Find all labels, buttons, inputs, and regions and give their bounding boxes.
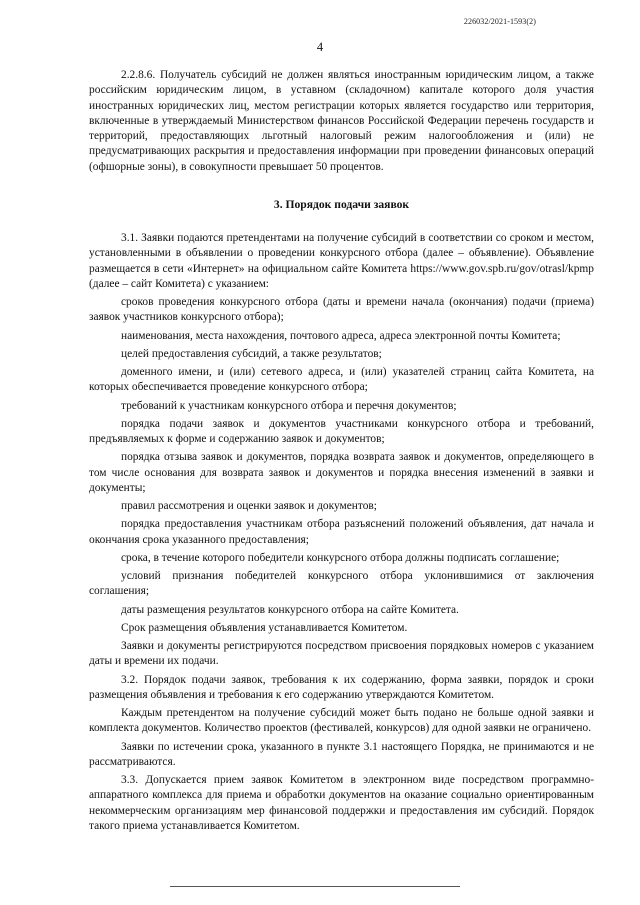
paragraph-3-2: 3.2. Порядок подачи заявок, требования к их содержанию, форма заявки, порядок и сроки размещения объявления и требования к его содержанию утверждаются Комитетом. <box>89 673 594 701</box>
paragraph-2-2-8-6: 2.2.8.6. Получатель субсидий не должен являться иностранным юридическим лицом, а также российским юридическим лицом, в уставном (складочном) капитале которого доля участия иностранных юридических лиц, местом регистрации которых является государство или территория, включенные в утверждаемый Министерством финансов Российской Федерации перечень государств и территорий, предоставляющих льготный налоговый режим налогообложения и (или) не предусматривающих раскрытия и предоставления информации при проведении финансовых операций (офшорные зоны), в совокупности превышает 50 процентов. <box>89 69 594 173</box>
list-item: целей предоставления субсидий, а также результатов; <box>121 347 382 360</box>
document-body <box>89 68 594 834</box>
paragraph-late-applications: Заявки по истечении срока, указанного в пункте 3.1 настоящего Порядка, не принимаются и не рассматриваются. <box>89 740 594 768</box>
paragraph-registration: Заявки и документы регистрируются посредством присвоения порядковых номеров с указанием даты и времени их подачи. <box>89 640 594 668</box>
paragraph-3-3: 3.3. Допускается прием заявок Комитетом в электронном виде посредством программно-аппаратного комплекса для приема и обработки документов на оказание социально ориентированным некоммерческим организациям мер финансовой поддержки и предоставления им субсидий. Порядок такого приема устанавливается Комитетом. <box>89 774 594 832</box>
section-3-heading: 3. Порядок подачи заявок <box>273 197 410 211</box>
list-item: правил рассмотрения и оценки заявок и документов; <box>121 500 377 512</box>
bottom-rule <box>170 886 460 887</box>
list-item: порядка предоставления участникам отбора разъяснений положений объявления, дат начала и окончания срока указанного предоставления; <box>89 518 594 546</box>
document-reference-number: 226032/2021-1593(2) <box>463 17 536 26</box>
list-item: доменного имени, и (или) сетевого адреса, и (или) указателей страниц сайта Комитета, на которых обеспечивается проведение конкурсного отбора; <box>89 366 594 394</box>
page-number: 4 <box>316 40 324 54</box>
paragraph-3-1: 3.1. Заявки подаются претендентами на получение субсидий в соответствии со сроком и местом, установленными в объявлении о проведении конкурсного отбора (далее – объявление). Объявление размещается в сети «Интернет» на официальном сайте Комитета https://www.gov.spb.ru/gov/otrasl/kpmp (далее – сайт Комитета) с указанием: <box>89 232 594 290</box>
list-item: срока, в течение которого победители конкурсного отбора должны подписать соглашение; <box>121 551 560 564</box>
list-item: даты размещения результатов конкурсного отбора на сайте Комитета. <box>121 603 459 616</box>
paragraph-term: Срок размещения объявления устанавливается Комитетом. <box>121 621 408 634</box>
list-item: порядка отзыва заявок и документов, порядка возврата заявок и документов, определяющего в том числе основания для возврата заявок и документов и порядка внесения изменений в заявки и документы; <box>89 451 594 494</box>
paragraph-one-application: Каждым претендентом на получение субсидий может быть подано не больше одной заявки и комплекта документов. Количество проектов (фестивалей, конкурсов) для одной заявки не ограничено. <box>89 707 594 735</box>
list-item: условий признания победителей конкурсного отбора уклонившимися от заключения соглашения; <box>89 570 594 598</box>
list-item: сроков проведения конкурсного отбора (даты и времени начала (окончания) подачи (приема) заявок участников конкурсного отбора); <box>89 296 594 324</box>
list-item: наименования, места нахождения, почтового адреса, адреса электронной почты Комитета; <box>121 329 561 342</box>
list-item: требований к участникам конкурсного отбора и перечня документов; <box>121 399 457 412</box>
list-item: порядка подачи заявок и документов участниками конкурсного отбора и требований, предъявляемых к форме и содержанию заявок и документов; <box>89 417 594 445</box>
